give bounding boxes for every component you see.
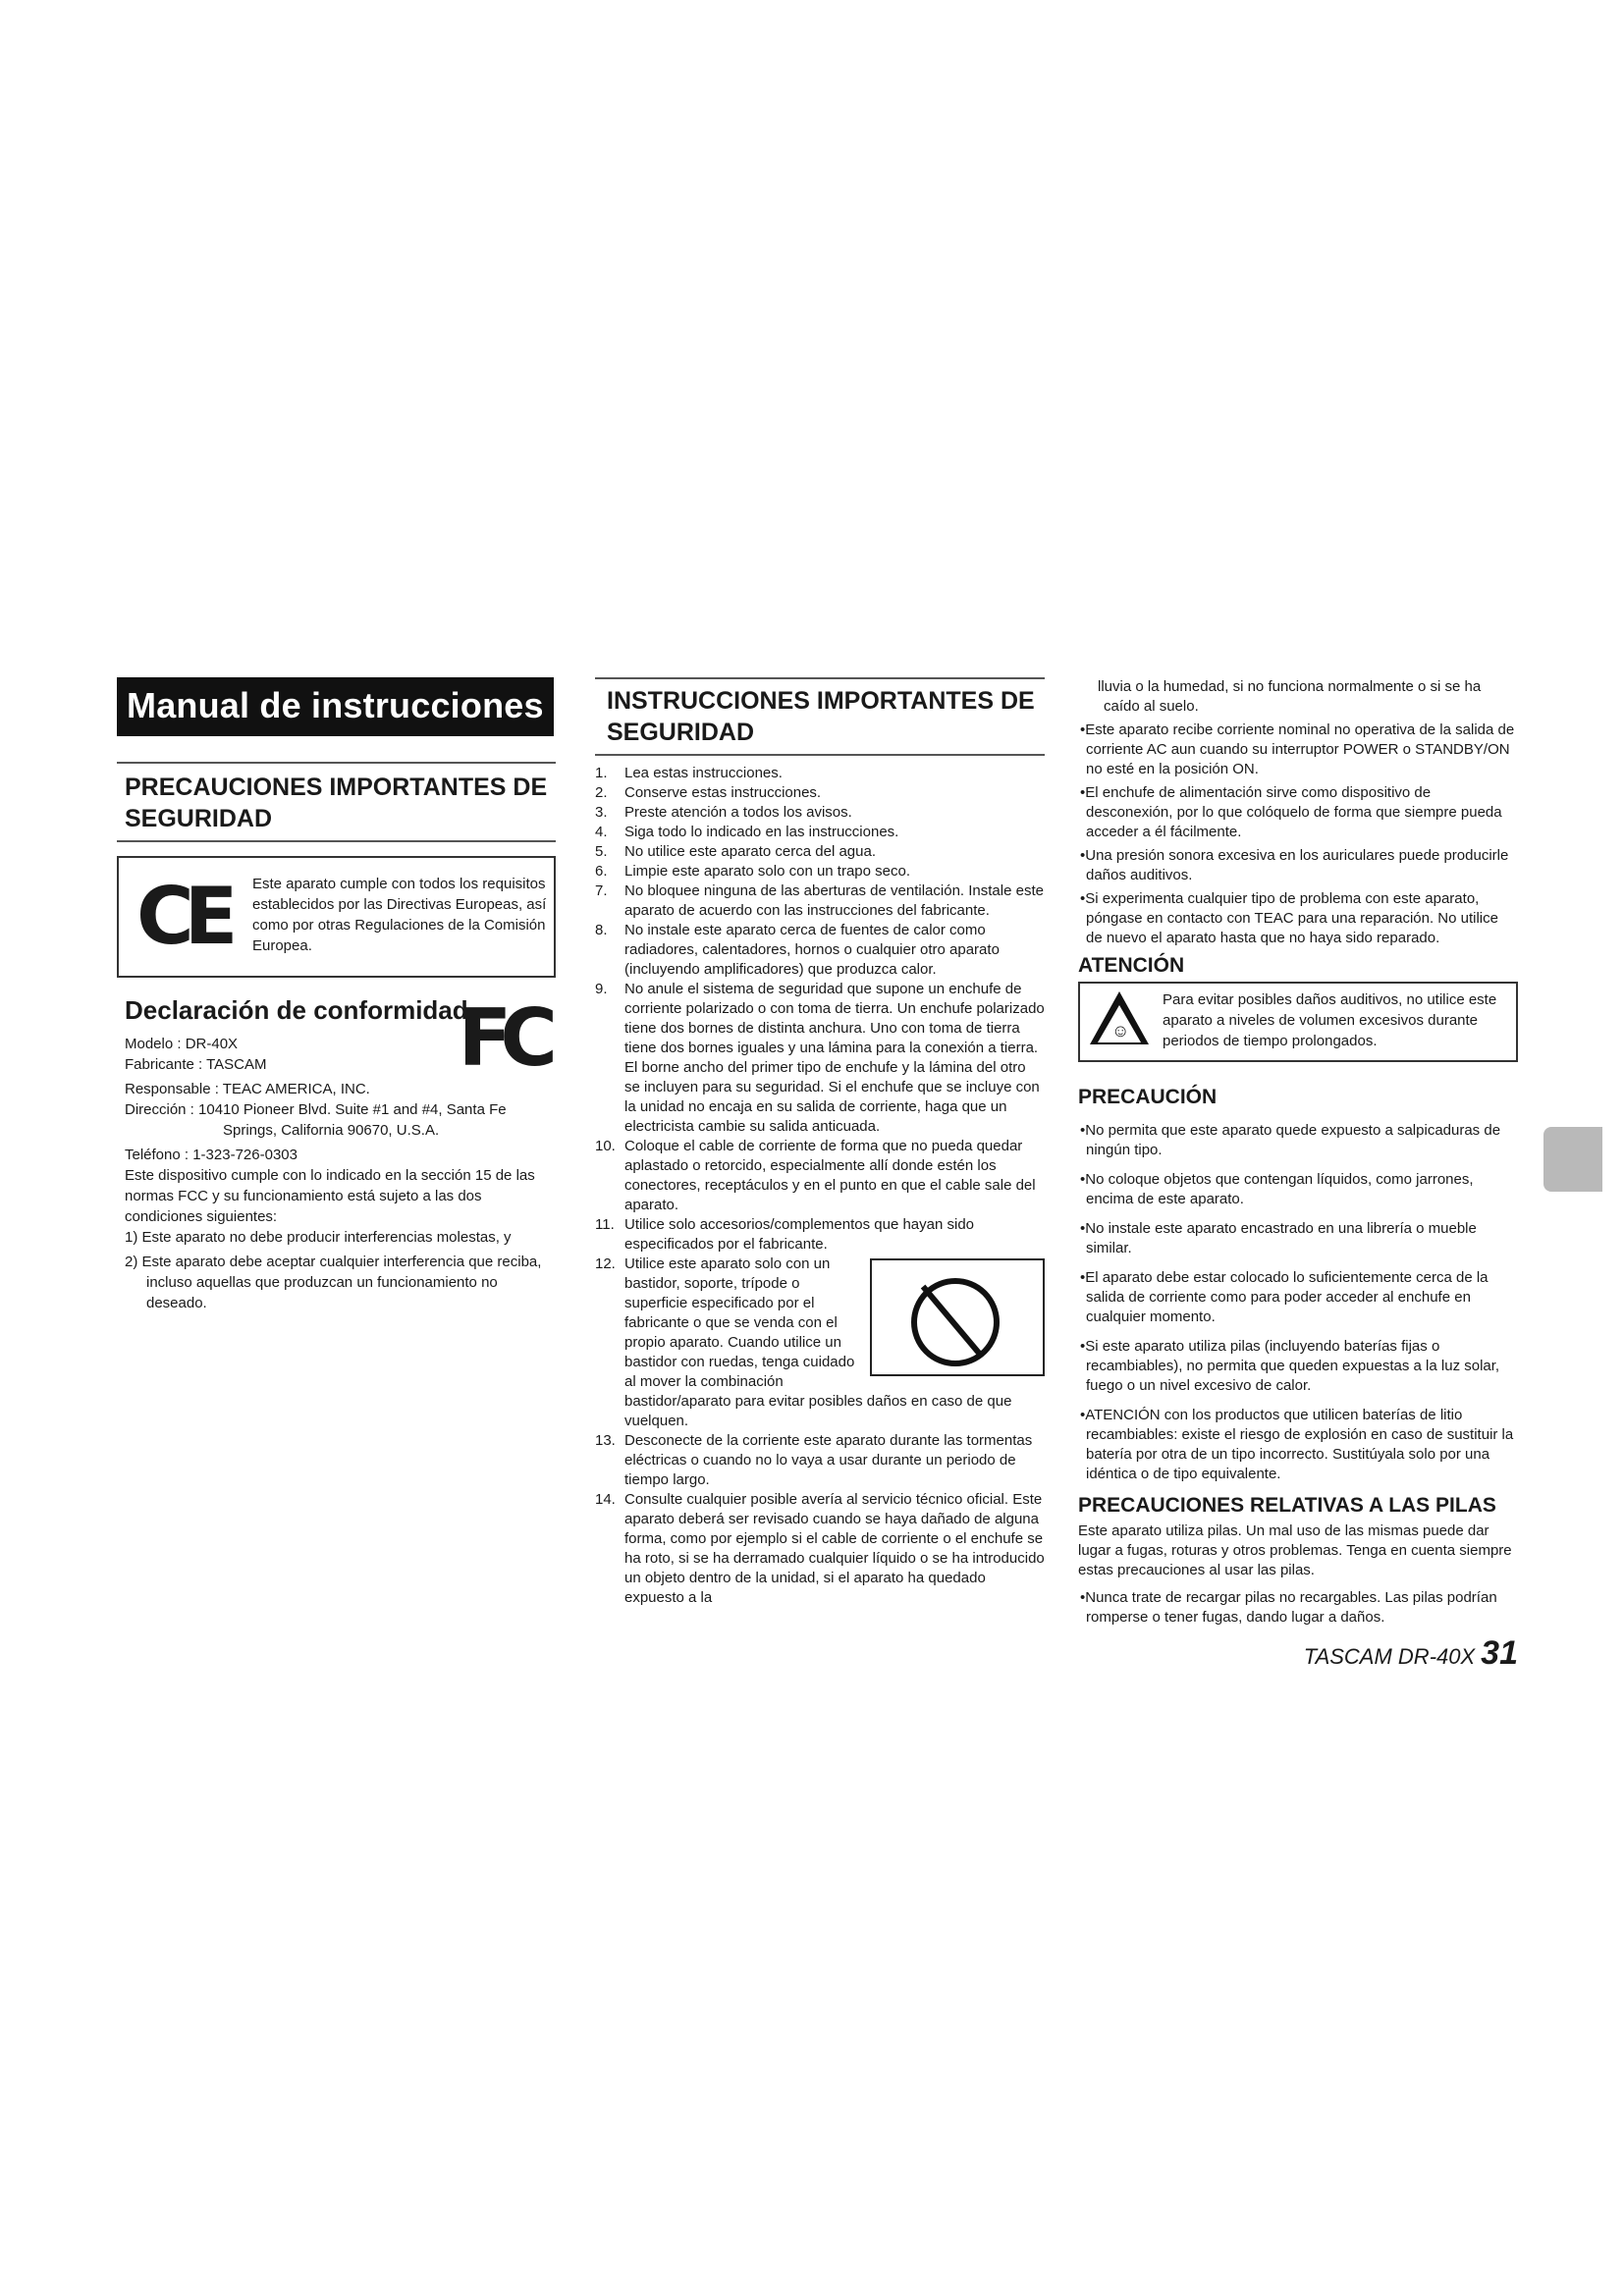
instruction-text: Desconecte de la corriente este aparato durante las tormentas eléctricas o cuando no lo vaya a usar durante un periodo de tiempo largo. <box>624 1432 1033 1488</box>
phone-line: Teléfono : 1-323-726-0303 <box>125 1147 298 1163</box>
instruction-text: Utilice este aparato solo con un bastidor, soporte, trípode o superficie especificado por el fabricante o que se venda con el propio aparato. Cuando utilice un bastidor con ruedas, tenga cuidado al mover la combinación bastidor/aparato para evitar posibles daños en caso de que vuelquen. <box>624 1255 1012 1429</box>
maker-line: Fabricante : TASCAM <box>125 1056 267 1073</box>
safety-heading: PRECAUCIONES IMPORTANTES DE SEGURIDAD <box>125 774 548 832</box>
address-line-2: Springs, California 90670, U.S.A. <box>223 1122 440 1139</box>
address-line: Dirección : 10410 Pioneer Blvd. Suite #1 and #4, Santa Fe <box>125 1101 507 1118</box>
page-number: 31 <box>1481 1634 1518 1672</box>
divider <box>117 840 556 842</box>
ce-mark-icon: CE <box>136 871 229 962</box>
instructions-list <box>595 764 1045 1608</box>
list-item: •Este aparato recibe corriente nominal no operativa de la salida de corriente AC aun cuando su interruptor POWER o STANDBY/ON no esté en la posición ON. <box>1080 721 1515 777</box>
middle-column <box>595 677 1045 1608</box>
instruction-item <box>595 921 1045 980</box>
precaucion-heading: PRECAUCIÓN <box>1078 1086 1218 1108</box>
instruction-text: Preste atención a todos los avisos. <box>624 804 852 821</box>
instruction-number: 10. <box>595 1138 616 1154</box>
ear-icon: ☺ <box>1111 1021 1130 1041</box>
list-item: •ATENCIÓN con los productos que utilicen baterías de litio recambiables: existe el riesgo de explosión en caso de sustituir la batería por otra de un tipo incorrecto. Sustitúyala solo por una idéntica o de tipo equivalente. <box>1080 1407 1514 1482</box>
instruction-item <box>595 803 1045 823</box>
atencion-box <box>1078 982 1518 1062</box>
instruction-text: Siga todo lo indicado en las instrucciones. <box>624 824 899 840</box>
footer-brand: TASCAM DR-40X <box>1303 1644 1476 1669</box>
divider <box>595 754 1045 756</box>
list-item: •Nunca trate de recargar pilas no recargables. Las pilas podrían romperse o tener fugas, dando lugar a daños. <box>1080 1589 1497 1626</box>
right-column <box>1078 677 1518 1631</box>
list-item: •Si experimenta cualquier tipo de problema con este aparato, póngase en contacto con TEAC para una reparación. No utilice de nuevo el aparato hasta que no haya sido reparado. <box>1080 890 1498 946</box>
divider <box>117 762 556 764</box>
instruction-item <box>595 980 1045 1137</box>
instruction-text: Limpie este aparato solo con un trapo seco. <box>624 863 911 880</box>
instruction-text: Lea estas instrucciones. <box>624 765 783 781</box>
instruction-item <box>595 862 1045 881</box>
ce-notice-box <box>117 856 556 978</box>
list-item: •Si este aparato utiliza pilas (incluyendo baterías fijas o recambiables), no permita que queden expuestas a la luz solar, fuego o un nivel excesivo de calor. <box>1080 1338 1500 1394</box>
fcc-logo-icon: FC <box>458 992 546 1084</box>
model-line: Modelo : DR-40X <box>125 1036 239 1052</box>
list-item: •No instale este aparato encastrado en una librería o mueble similar. <box>1080 1220 1477 1256</box>
language-side-tab <box>1543 1127 1602 1192</box>
instruction-number: 11. <box>595 1216 615 1233</box>
instruction-item <box>595 1255 1045 1431</box>
instruction-number: 7. <box>595 882 608 899</box>
instruction-number: 2. <box>595 784 608 801</box>
instruction-number: 12. <box>595 1255 616 1272</box>
instruction-number: 3. <box>595 804 608 821</box>
instruction-text: Conserve estas instrucciones. <box>624 784 822 801</box>
list-item: •No coloque objetos que contengan líquidos, como jarrones, encima de este aparato. <box>1080 1171 1474 1207</box>
instruction-item <box>595 881 1045 921</box>
manual-title: Manual de instrucciones <box>117 677 554 736</box>
instruction-number: 8. <box>595 922 608 938</box>
cart-tip-warning-icon <box>870 1258 1045 1376</box>
instructions-heading: INSTRUCCIONES IMPORTANTES DE SEGURIDAD <box>607 687 1035 746</box>
instruction-text: Coloque el cable de corriente de forma que no pueda quedar aplastado o retorcido, especialmente allí donde estén los conectores, receptáculos y en el punto en que el cable sale del aparato. <box>624 1138 1036 1213</box>
instruction-item <box>595 1137 1045 1215</box>
list-item: •El aparato debe estar colocado lo suficientemente cerca de la salida de corriente como para poder acceder al enchufe en cualquier momento. <box>1080 1269 1489 1325</box>
atencion-heading: ATENCIÓN <box>1078 954 1185 977</box>
fcc-condition-1: 1) Este aparato no debe producir interferencias molestas, y <box>125 1229 512 1246</box>
instruction-text: No instale este aparato cerca de fuentes de calor como radiadores, calentadores, hornos o cualquier otro aparato (incluyendo amplificadores) que produzca calor. <box>624 922 1000 978</box>
instruction-item <box>595 842 1045 862</box>
instruction-number: 5. <box>595 843 608 860</box>
instruction-number: 13. <box>595 1432 616 1449</box>
instruction-number: 9. <box>595 981 608 997</box>
instruction-item <box>595 1431 1045 1490</box>
pilas-heading: PRECAUCIONES RELATIVAS A LAS PILAS <box>1078 1494 1496 1517</box>
ce-notice-text: Este aparato cumple con todos los requisitos establecidos por las Directivas Europeas, así como por otras Regulaciones de la Comisión Europea. <box>252 876 547 954</box>
list-item: •No permita que este aparato quede expuesto a salpicaduras de ningún tipo. <box>1080 1122 1501 1158</box>
fcc-statement: Este dispositivo cumple con lo indicado en la sección 15 de las normas FCC y su funcionamiento está sujeto a las dos condiciones siguientes: <box>125 1167 535 1225</box>
instruction-item <box>595 1215 1045 1255</box>
instruction-number: 4. <box>595 824 608 840</box>
pilas-text: Este aparato utiliza pilas. Un mal uso de las mismas puede dar lugar a fugas, roturas y otros problemas. Tenga en cuenta siempre estas precauciones al usar las pilas. <box>1078 1522 1512 1578</box>
instruction-item <box>595 764 1045 783</box>
responsible-line: Responsable : TEAC AMERICA, INC. <box>125 1081 370 1097</box>
instruction-item <box>595 783 1045 803</box>
instruction-text: No bloquee ninguna de las aberturas de ventilación. Instale este aparato de acuerdo con las instrucciones del fabricante. <box>624 882 1044 919</box>
list-item: •El enchufe de alimentación sirve como dispositivo de desconexión, por lo que colóquelo de forma que siempre pueda acceder a él fácilmente. <box>1080 784 1502 840</box>
fcc-condition-2: 2) Este aparato debe aceptar cualquier interferencia que reciba, incluso aquellas que produzcan un funcionamiento no deseado. <box>125 1254 542 1311</box>
instruction-text: No utilice este aparato cerca del agua. <box>624 843 876 860</box>
list-item: •Una presión sonora excesiva en los auriculares puede producirle daños auditivos. <box>1080 847 1509 883</box>
conformity-heading: Declaración de conformidad <box>125 995 468 1025</box>
page-footer <box>1304 1634 1518 1673</box>
instruction-item <box>595 1490 1045 1608</box>
instruction-number: 6. <box>595 863 608 880</box>
atencion-text: Para evitar posibles daños auditivos, no utilice este aparato a niveles de volumen excesivos durante periodos de tiempo prolongados. <box>1163 991 1497 1049</box>
instruction-text: Utilice solo accesorios/complementos que hayan sido especificados por el fabricante. <box>624 1216 975 1253</box>
instruction-item <box>595 823 1045 842</box>
divider <box>595 677 1045 679</box>
list-item: lluvia o la humedad, si no funciona normalmente o si se ha caído al suelo. <box>1098 678 1482 715</box>
instruction-text: No anule el sistema de seguridad que supone un enchufe de corriente polarizado o con toma de tierra. Un enchufe polarizado tiene dos bornes de distinta anchura. Uno con toma de tierra tiene dos bornes iguales y una lámina para la conexión a tierra. El borne ancho del primer tipo de enchufe y la lámina del otro se incluyen para su seguridad. Si el enchufe que se incluye con la unidad no encaja en su salida de corriente, haga que un electricista cambie su salida anticuada. <box>624 981 1045 1135</box>
instruction-number: 1. <box>595 765 608 781</box>
instruction-number: 14. <box>595 1491 616 1508</box>
instruction-text: Consulte cualquier posible avería al servicio técnico oficial. Este aparato deberá ser revisado cuando se haya dañado de alguna forma, como por ejemplo si el cable de corriente o el enchufe se ha roto, si se ha derramado cualquier líquido o se ha introducido un objeto dentro de la unidad, si el aparato ha quedado expuesto a la <box>624 1491 1045 1606</box>
left-column <box>117 677 556 1313</box>
